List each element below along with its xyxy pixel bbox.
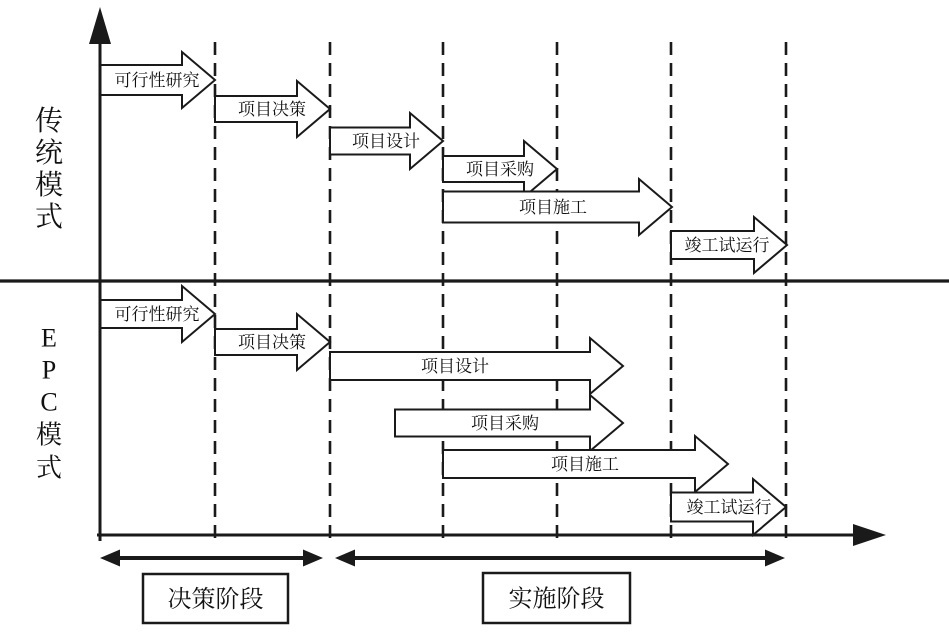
phase-range-arrowhead-right-icon-implementation <box>765 550 785 567</box>
phase-range-arrowhead-left-icon-decision <box>100 550 120 567</box>
row-label-traditional-mode: 式 <box>34 202 64 234</box>
x-axis-arrowhead-icon <box>853 524 886 546</box>
phase-range-arrowhead-right-icon-decision <box>303 550 323 567</box>
task-arrow-label-traditional-mode-project-design: 项目设计 <box>352 132 420 152</box>
task-arrow-label-epc-mode-project-procurement: 项目采购 <box>471 414 539 434</box>
task-arrow-label-traditional-mode-project-procurement: 项目采购 <box>466 160 534 180</box>
row-label-epc-mode: P <box>41 355 57 385</box>
task-arrow-label-epc-mode-feasibility-study: 可行性研究 <box>114 305 200 325</box>
row-label-traditional-mode: 模 <box>34 170 64 202</box>
row-label-epc-mode: E <box>41 323 57 353</box>
task-arrow-label-epc-mode-project-construction: 项目施工 <box>551 455 619 475</box>
phase-label-implementation: 实施阶段 <box>508 586 605 613</box>
row-label-epc-mode: C <box>40 387 58 417</box>
row-label-traditional-mode: 统 <box>34 138 64 170</box>
row-label-traditional-mode: 传 <box>34 106 64 138</box>
task-arrow-label-epc-mode-completion-trial-run: 竣工试运行 <box>686 498 772 518</box>
task-arrow-label-traditional-mode-project-construction: 项目施工 <box>519 198 587 218</box>
task-arrow-label-epc-mode-project-decision: 项目决策 <box>238 333 306 353</box>
phase-label-decision: 决策阶段 <box>167 587 264 614</box>
y-axis-arrowhead-icon <box>89 7 111 44</box>
row-label-epc-mode: 模 <box>35 420 63 450</box>
task-arrow-label-traditional-mode-project-decision: 项目决策 <box>238 100 306 120</box>
row-label-epc-mode: 式 <box>35 453 63 483</box>
task-arrow-label-traditional-mode-completion-trial-run: 竣工试运行 <box>684 236 770 256</box>
task-arrow-label-traditional-mode-feasibility-study: 可行性研究 <box>114 71 200 91</box>
phase-range-arrowhead-left-icon-implementation <box>335 550 355 567</box>
task-arrow-label-epc-mode-project-design: 项目设计 <box>421 357 489 377</box>
